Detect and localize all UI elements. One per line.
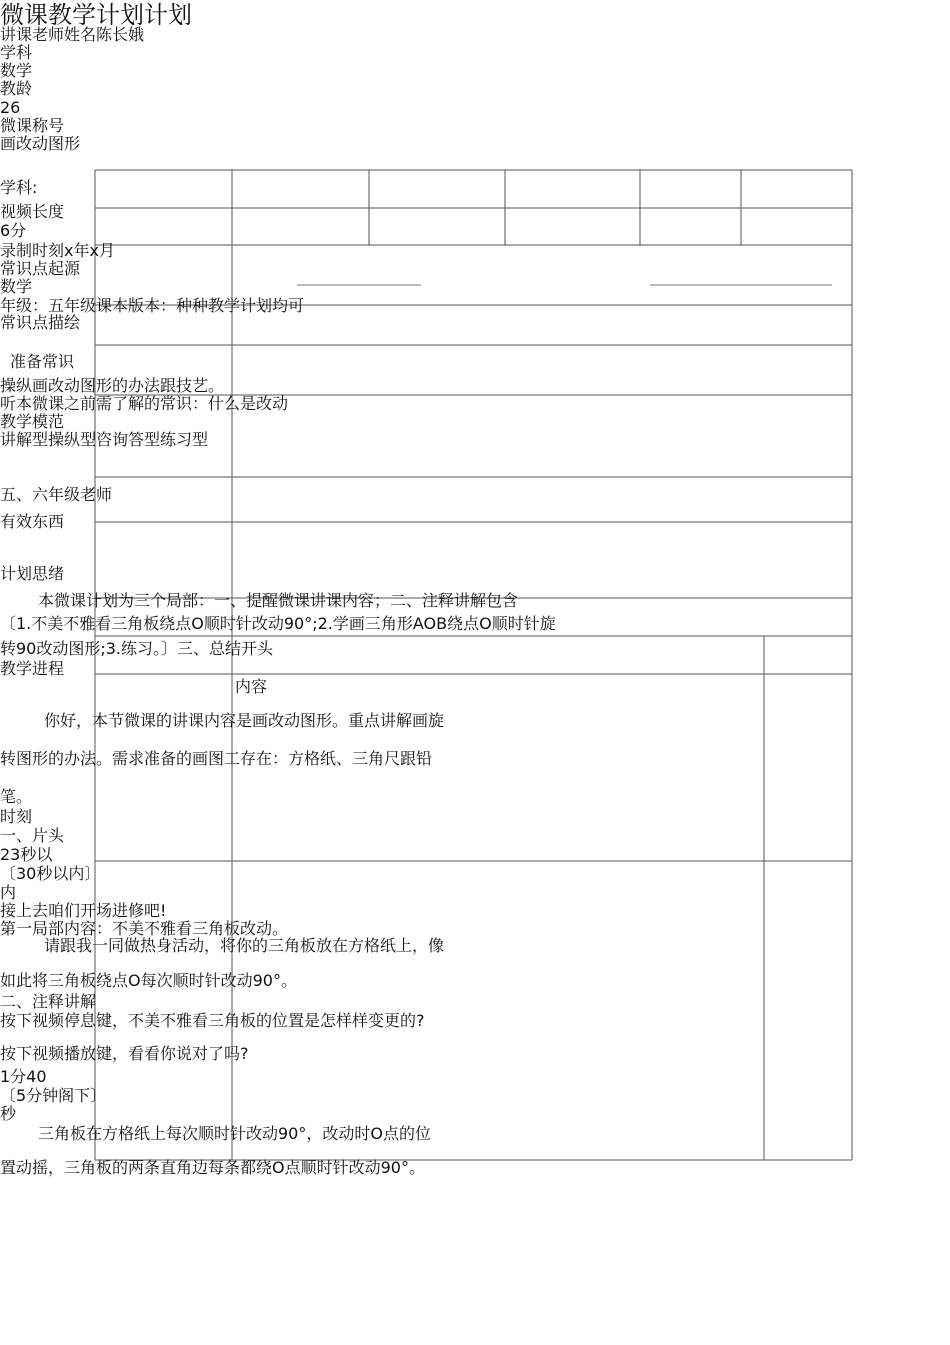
knowledge-source-label: 常识点起源 xyxy=(0,259,81,278)
teaching-mode-label: 教学模范 xyxy=(0,412,65,431)
part1-text-line: 如此将三角板绕点O每次顺时针改动90°。 xyxy=(0,971,297,990)
section1-label: 一、片头 xyxy=(0,826,65,845)
page-title: 微课教学计划计划 xyxy=(0,1,192,29)
design-text-line: 转90改动图形;3.练习。〕三、总结开头 xyxy=(0,639,274,658)
record-time: 录制时刻x年x月 xyxy=(0,241,115,260)
skill-line: 操纵画改动图形的办法跟技艺。 xyxy=(0,376,225,395)
time-label: 时刻 xyxy=(0,807,33,826)
knowledge-desc-label: 常识点描绘 xyxy=(0,313,81,332)
section1-time: 23秒以 xyxy=(0,845,53,864)
section2-limit: 〔5分钟阁下〕 xyxy=(0,1086,107,1105)
audience: 五、六年级老师 xyxy=(0,485,113,504)
transition-line: 接上去咱们开场进修吧! xyxy=(0,901,167,920)
teacher-line: 讲课老师姓名陈长娥 xyxy=(0,25,145,44)
subject-label: 学科 xyxy=(0,43,33,62)
title-label: 微课称号 xyxy=(0,116,65,135)
section1-inner: 内 xyxy=(0,883,17,902)
video-length-label: 视频长度 xyxy=(0,202,65,221)
prep-knowledge-label: 准备常识 xyxy=(10,352,75,371)
design-text-line: 本微课计划为三个局部：一、提醒微课讲课内容；二、注释讲解包含 xyxy=(38,591,519,610)
intro-text-line: 你好，本节微课的讲课内容是画改动图形。重点讲解画旋 xyxy=(44,711,445,730)
teaching-mode-value: 讲解型操纵型咨询答型练习型 xyxy=(0,430,209,449)
content-header: 内容 xyxy=(235,677,268,696)
intro-text-line: 笔。 xyxy=(0,787,33,806)
play-line: 按下视频播放键，看看你说对了吗? xyxy=(0,1044,249,1063)
design-text-line: 〔1.不美不雅看三角板绕点O顺时针改动90°;2.学画三角形AOB绕点O顺时针旋 xyxy=(0,614,556,633)
prereq-line: 听本微课之前需了解的常识：什么是改动 xyxy=(0,394,289,413)
section2-time-unit: 秒 xyxy=(0,1104,17,1123)
section2-label: 二、注释讲解 xyxy=(0,992,97,1011)
teaching-years-label: 教龄 xyxy=(0,79,33,98)
section1-limit: 〔30秒以内〕 xyxy=(0,864,101,883)
grade-line: 年级：五年级课本版本：种种教学计划均可 xyxy=(0,296,305,315)
design-label: 计划思绪 xyxy=(0,564,65,583)
title-value: 画改动图形 xyxy=(0,134,81,153)
subject-value: 数学 xyxy=(0,61,33,80)
video-length-value: 6分 xyxy=(0,221,27,240)
part1-title: 第一局部内容：不美不雅看三角板改动。 xyxy=(0,919,289,938)
process-label: 教学进程 xyxy=(0,659,65,678)
subject-colon-label: 学科: xyxy=(0,178,38,197)
section2-time: 1分40 xyxy=(0,1067,47,1086)
effective-label: 有效东西 xyxy=(0,512,65,531)
intro-text-line: 转图形的办法。需求准备的画图工存在：方格纸、三角尺跟铅 xyxy=(0,749,433,768)
part1-text-line: 请跟我一同做热身活动，将你的三角板放在方格纸上，像 xyxy=(44,936,445,955)
knowledge-source-value: 数学 xyxy=(0,277,33,296)
pause-line: 按下视频停息键，不美不雅看三角板的位置是怎样样变更的? xyxy=(0,1011,425,1030)
conclusion-text-line: 置动摇，三角板的两条直角边每条都绕O点顺时针改动90°。 xyxy=(0,1158,425,1177)
conclusion-text-line: 三角板在方格纸上每次顺时针改动90°，改动时O点的位 xyxy=(38,1124,431,1143)
teaching-years-value: 26 xyxy=(0,98,21,117)
